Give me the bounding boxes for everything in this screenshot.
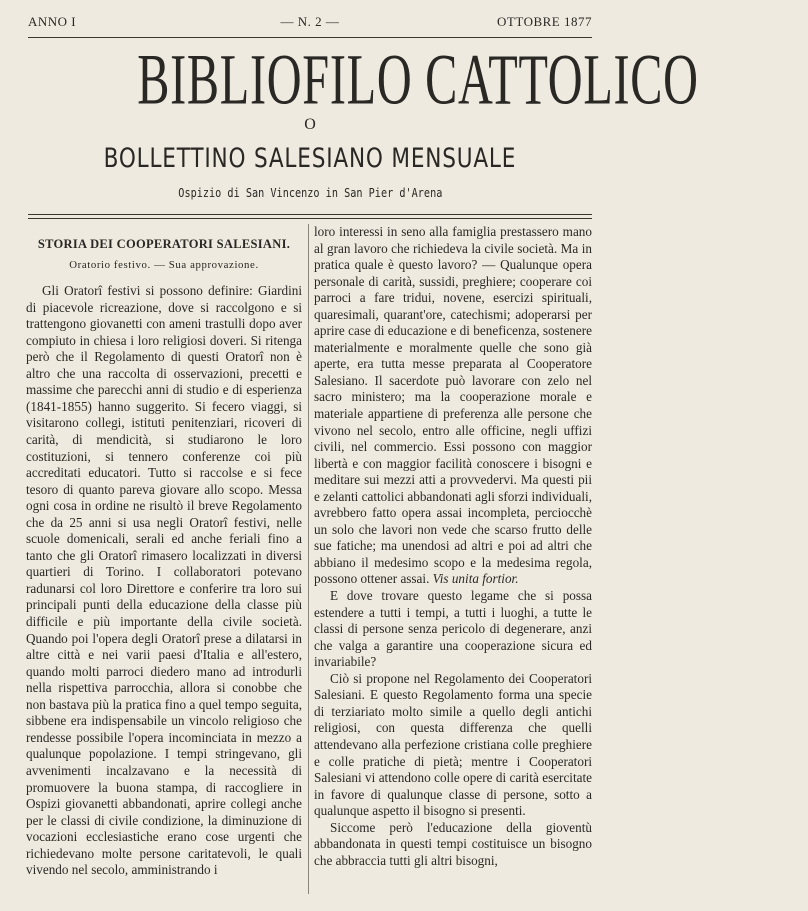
right-column-paragraph-3: Ciò si propone nel Regolamento dei Cooperatori Salesiani. E questo Regolamento forma una specie di terziariato molto simile a quello degli antichi religiosi, con questa differenza che quelli attendevano alla perfezione cristiana colle preghiere e colle pratiche di pietà; mentre i Cooperatori Salesiani vi attendono colle opere di carità esercitate in favore di qualunque classe di persone, sotto a qualunque aspetto il bisogno si presenti. bbox=[314, 670, 592, 819]
column-divider bbox=[308, 224, 309, 894]
right-column bbox=[314, 224, 592, 902]
left-column-paragraph: Gli Oratorî festivi si possono definire: Giardini di piacevole ricreazione, dove si raccolgono e si trattengono giovanetti con ameni trastulli dopo aver compiuto in chiesa i loro religiosi doveri. Si ritenga però che il Regolamento di questi Oratorî non è altro che una raccolta di osservazioni, precetti e massime che parecchi anni di studio e di esperienza (1841-1855) hanno suggerito. Si fecero viaggi, si visitarono collegi, istituti penitenziari, ricoveri di carità, di mendicità, si studiarono le loro costituzioni, si tennero conferenze coi più accreditati educatori. Tutto si raccolse e si fece tesoro di quanto pareva giovare allo scopo. Messa ogni cosa in ordine ne risultò il breve Regolamento che da 25 anni si usa negli Oratorî festivi, nelle scuole domenicali, serali ed anche feriali fino a tanto che gli Oratorî rimasero localizzati in diversi quartieri di Torino. I collaboratori potevano radunarsi col loro Direttore e conferire tra loro sui principali punti della educazione della classe più difficile e più importante della civile società. Quando poi l'opera degli Oratorî prese a dilatarsi in altre città e nei varii paesi d'Italia e all'estero, quando molti parroci diedero mano ad introdurli nella rispettiva parrocchia, allora si conobbe che non bastava più la pratica fino a quel tempo seguita, sibbene era indispensabile un vincolo religioso che rendesse possibile l'opera incominciata in mezzo a qualunque popolazione. I tempi stringevano, gli avvenimenti incalzavano e la necessità di promuovere la buona stampa, di raccogliere in Ospizi giovanetti abbandonati, aprire collegi anche per le classi di civile condizione, la diminuzione di vocazioni ecclesiastiche erano cose urgenti che richiedevano molte persone caritatevoli, le quali vivendo nel secolo, amministrando i bbox=[26, 283, 302, 878]
right-column-paragraph-1-text: loro interessi in seno alla famiglia prestassero mano al gran lavoro che richiedeva la civile società. Ma in pratica quale è questo lavoro? — Qualunque opera personale di carità, sussidi, preghiere; cooperare coi parroci a fare tridui, novene, esercizi spirituali, quaresimali, quarant'ore, catechismi; adoperarsi per aprire case di educazione e di beneficenza, sostenere materialmente e moralmente quelle che sono già aperte, era tutta messe preparata al Cooperatore Salesiano. Il sacerdote può lavorare con zelo nel sacro ministero; ma la cooperazione morale e materiale appartiene di preferenza alle persone che vivono nel secolo, entro alle officine, negli uffizi civili, nel commercio. Essi possono con maggior libertà e con maggior facilità conoscere i bisogni e meditare sui mezzi atti a provvedervi. Ma questi pii e zelanti cattolici abbandonati agli sforzi individuali, avrebbero fatto opera assai incompleta, perciocchè un solo che lavori non vede che scarso frutto delle sue fatiche; ma unendosi ad altri e poi ad altri che abbiano il medesimo scopo e la medesima regola, possono ottener assai. bbox=[314, 224, 592, 587]
masthead-top-row bbox=[28, 14, 592, 34]
publication-place bbox=[28, 186, 592, 200]
masthead-rule-2 bbox=[28, 218, 592, 219]
article-subtitle: Oratorio festivo. — Sua approvazione. bbox=[69, 258, 259, 271]
newspaper-subtitle bbox=[28, 140, 592, 178]
right-column-paragraph-4: Siccome però l'educazione della gioventù abbandonata in questi tempi costituisce un bisogno che abbraccia tutti gli altri bisogni, bbox=[314, 819, 592, 868]
left-column bbox=[26, 228, 302, 906]
publication-place-text: Ospizio di San Vincenzo in San Pier d'Arena bbox=[177, 186, 443, 200]
article-title: STORIA DEI COOPERATORI SALESIANI. bbox=[37, 237, 291, 251]
issue-date: OTTOBRE 1877 bbox=[497, 14, 592, 29]
masthead-rule-1 bbox=[28, 214, 592, 215]
title-conjunction: O bbox=[304, 116, 316, 133]
issue-number: — N. 2 — bbox=[280, 14, 340, 29]
latin-motto: Vis unita fortior. bbox=[432, 571, 519, 587]
issue-year: ANNO I bbox=[28, 14, 77, 29]
newspaper-title bbox=[28, 40, 699, 120]
newspaper-title-text: BIBLIOFILO CATTOLICO bbox=[137, 40, 699, 120]
right-column-paragraph-2: E dove trovare questo legame che si possa estendere a tutti i tempi, a tutti i luoghi, a tutte le classi di persone senza pericolo di degenerare, anzi che valga a garantire una cooperazione sicura ed invariabile? bbox=[314, 588, 592, 670]
newspaper-subtitle-text: BOLLETTINO SALESIANO MENSUALE bbox=[103, 143, 517, 174]
right-column-paragraph-1 bbox=[314, 224, 592, 588]
